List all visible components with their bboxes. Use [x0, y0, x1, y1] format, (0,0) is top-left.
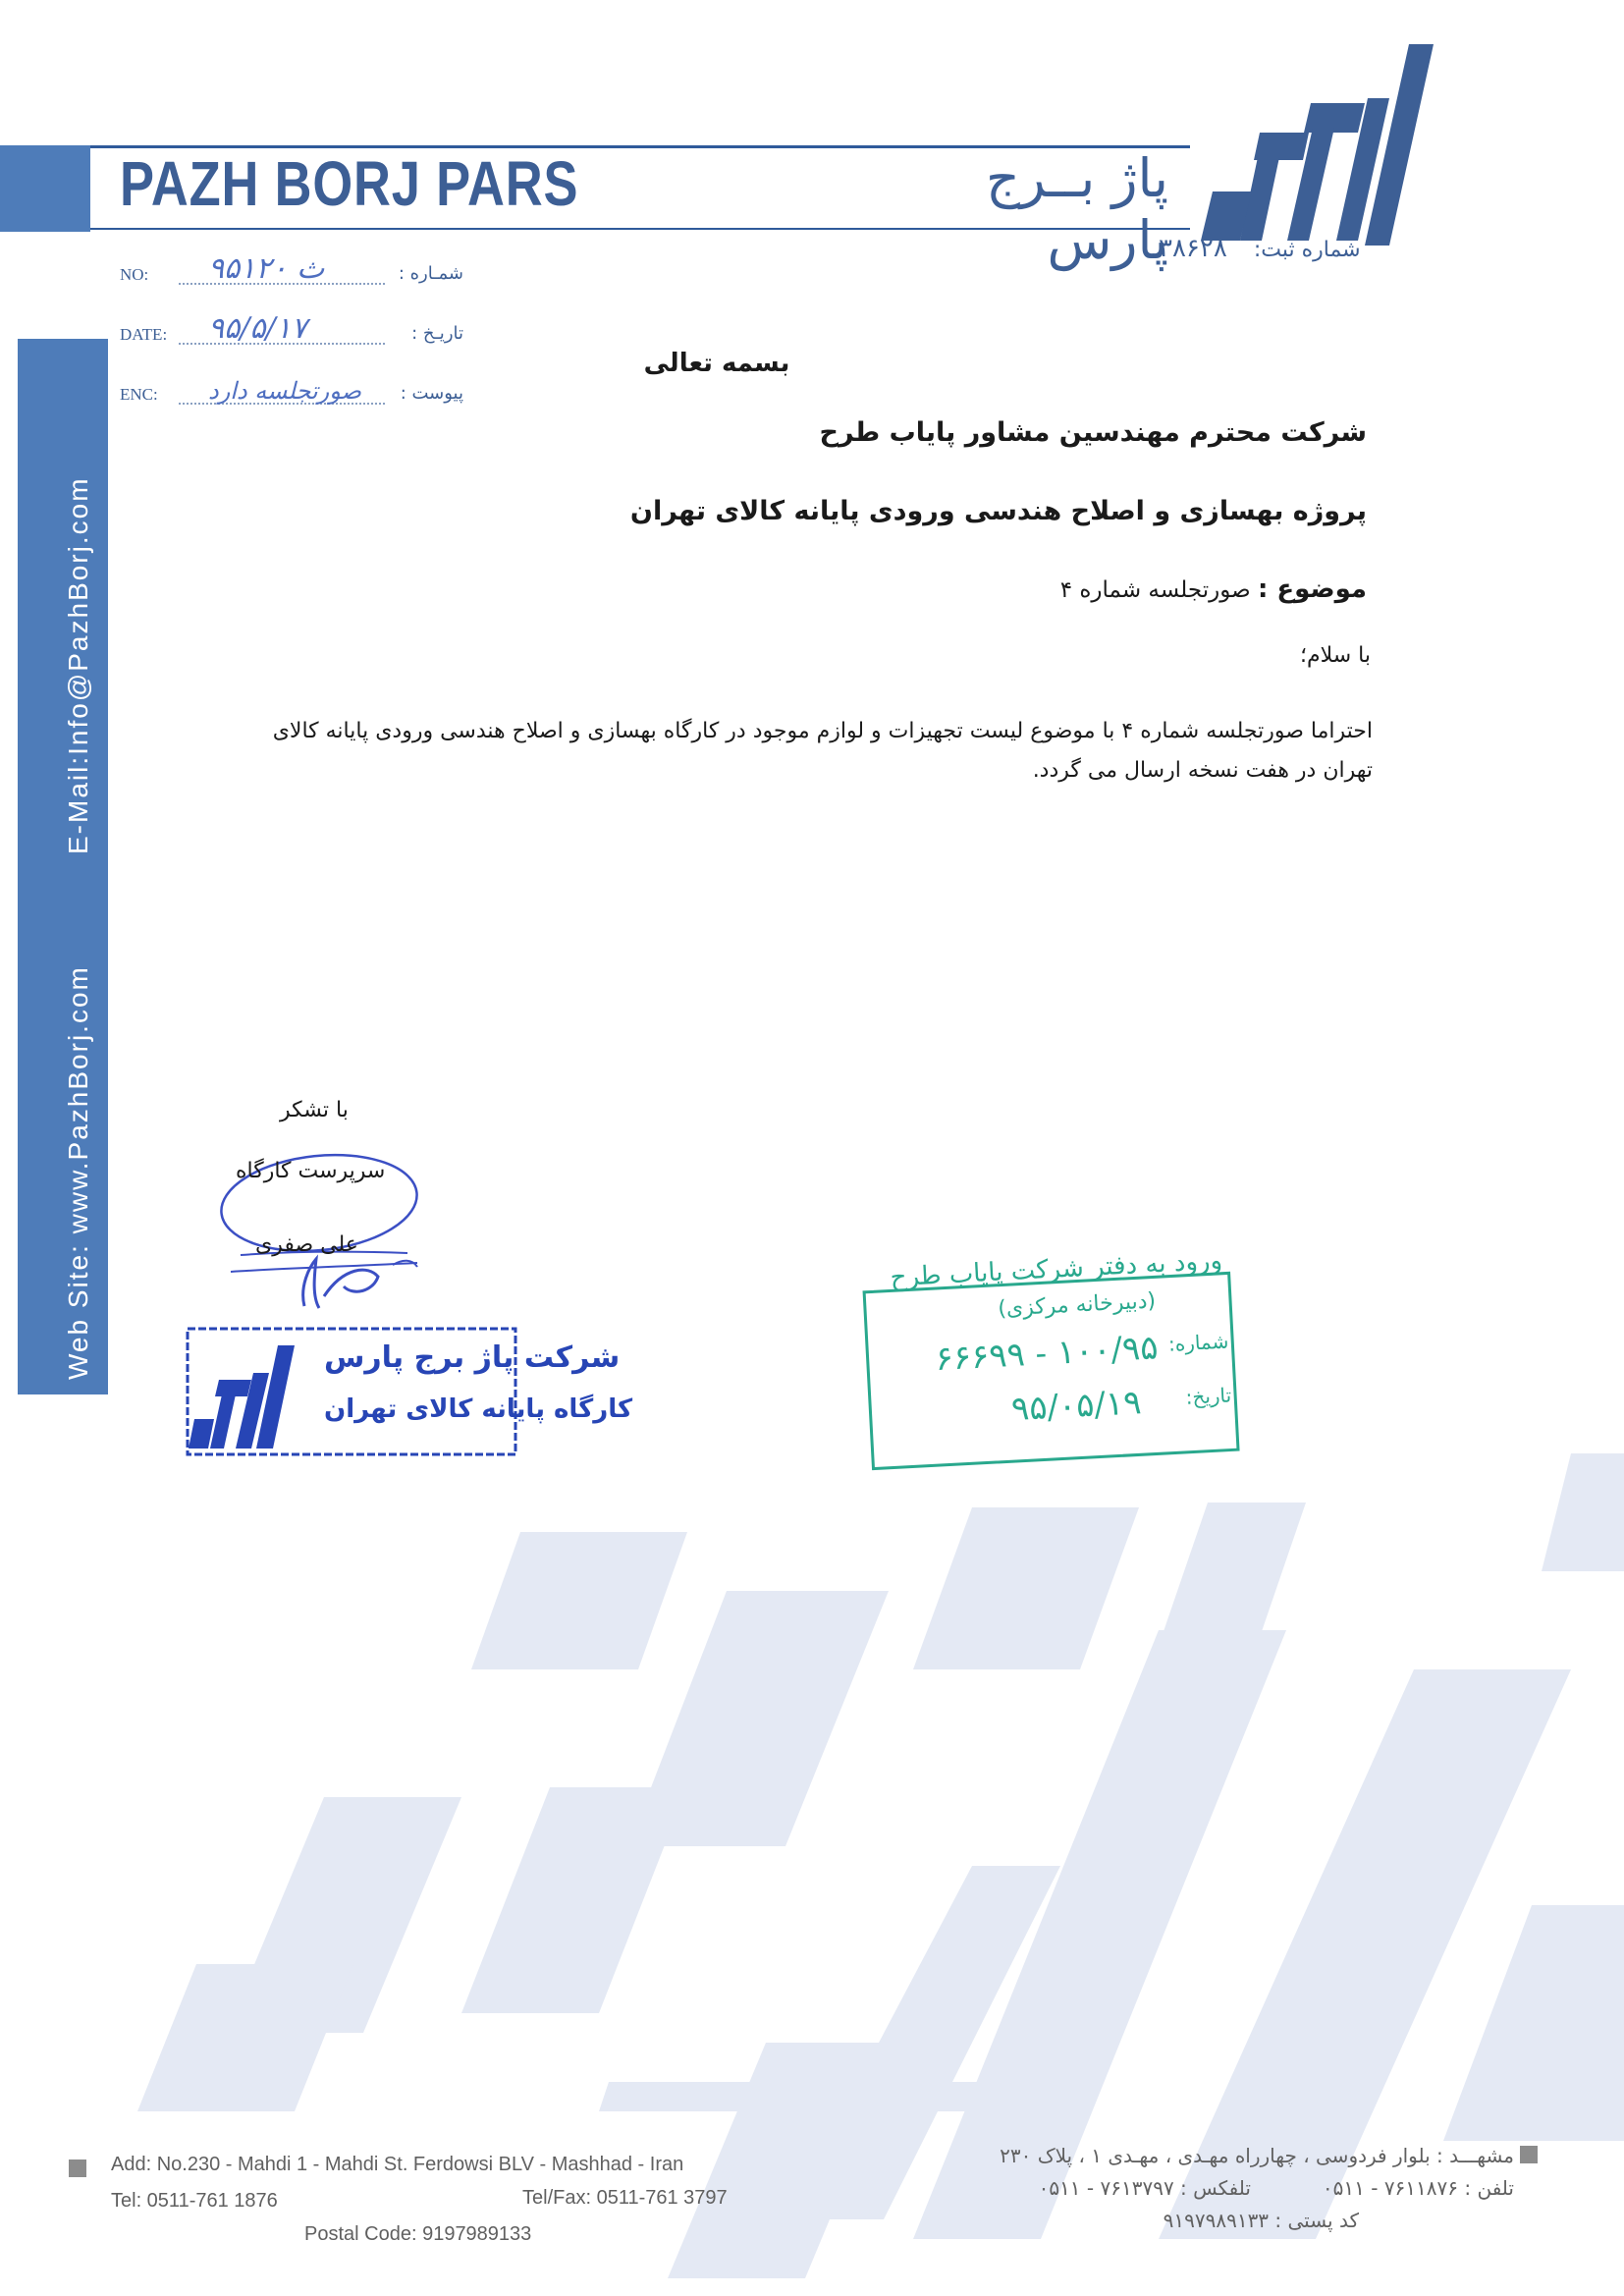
meta-number-label-persian: شمـاره :	[398, 263, 463, 284]
meta-enclosure-row	[120, 377, 463, 416]
meta-number-handwritten: ۹۵ث ۱۲۰	[208, 251, 325, 286]
meta-date-row	[120, 311, 463, 356]
received-stamp-number: ۱۰۰/۹۵ - ۶۶۶۹۹	[934, 1328, 1160, 1380]
subject-label: موضوع :	[1257, 574, 1367, 604]
letter-body: احتراما صورتجلسه شماره ۴ با موضوع لیست تجهیزات و لوازم موجود در کارگاه بهسازی و اصلاح هندسی ورودی پایانه کالای تهران در هفت نسخه ارسال می گردد.	[272, 719, 1373, 783]
letter-subject	[1060, 574, 1367, 604]
meta-date-label-latin: DATE:	[120, 325, 168, 344]
company-name-latin: PAZH BORJ PARS	[120, 148, 579, 219]
footer-postal-en: Postal Code: 9197989133	[304, 2223, 532, 2245]
header-color-block	[0, 145, 90, 232]
closing-title: سرپرست کارگاه	[236, 1159, 386, 1183]
footer-fax-fa: تلفکس : ۷۶۱۳۷۹۷ - ۰۵۱۱	[1038, 2176, 1251, 2200]
letter-heading: بسمه تعالی	[643, 349, 790, 378]
website-text: Web Site: www.PazhBorj.com	[63, 965, 93, 1380]
subject-text: صورتجلسه شماره ۴	[1059, 577, 1251, 603]
meta-enclosure-label-persian: پیوست :	[400, 383, 463, 404]
footer-postal-fa: کد پستی : ۹۱۹۷۹۸۹۱۳۳	[1163, 2209, 1359, 2232]
letter-recipient: شرکت محترم مهندسین مشاور پایاب طرح	[819, 417, 1367, 448]
registration-number	[1159, 234, 1361, 263]
closing-name: علی صفری	[255, 1232, 358, 1257]
registration-label: شماره ثبت:	[1253, 238, 1361, 262]
letter-project: پروژه بهسازی و اصلاح هندسی ورودی پایانه کالای تهران	[629, 496, 1367, 526]
received-stamp-date: ۹۵/۰۵/۱۹	[1010, 1383, 1143, 1430]
meta-enclosure-label-latin: ENC:	[120, 385, 158, 404]
meta-number-row	[120, 251, 463, 297]
registration-value: ۳۸۶۲۸	[1159, 234, 1227, 263]
meta-date-handwritten: ۹۵/۵/۱۷	[208, 311, 307, 346]
company-logo-icon	[1193, 44, 1448, 246]
email-text: E-Mail:Info@PazhBorj.com	[63, 476, 93, 854]
footer-address-fa: مشهـــد : بلوار فردوسی ، چهارراه مهـدی ، مهـدی ۱ ، پلاک ۲۳۰	[1000, 2144, 1514, 2167]
received-stamp-date-label: تاریخ:	[1184, 1383, 1232, 1409]
company-stamp-line2: کارگاه پایانه کالای تهران	[324, 1394, 633, 1424]
meta-number-label-latin: NO:	[120, 265, 149, 284]
meta-date-label-persian: تاریـخ :	[411, 323, 463, 344]
received-stamp-title: ورود به دفتر شرکت پایاب طرح	[889, 1245, 1223, 1293]
received-stamp-number-label: شماره:	[1167, 1329, 1229, 1356]
company-name-persian: پاژ بــرج پارس	[985, 147, 1168, 271]
footer-bullet-left	[69, 2159, 86, 2177]
footer-address-en: Add: No.230 - Mahdi 1 - Mahdi St. Ferdowsi BLV - Mashhad - Iran	[111, 2154, 684, 2175]
footer-tel-en: Tel: 0511-761 1876	[111, 2190, 278, 2212]
company-stamp-line1: شرکت پاژ برج پارس	[324, 1340, 621, 1375]
closing-thanks: با تشکر	[280, 1098, 349, 1122]
footer-telfax-en: Tel/Fax: 0511-761 3797	[522, 2187, 728, 2209]
footer-tel-fa: تلفن : ۷۶۱۱۸۷۶ - ۰۵۱۱	[1322, 2176, 1514, 2200]
received-stamp	[859, 1245, 1243, 1476]
letter-greeting: با سلام؛	[1300, 643, 1371, 668]
meta-enclosure-handwritten: صورتجلسه دارد	[208, 377, 362, 405]
received-stamp-subtitle: (دبیرخانه مرکزی)	[997, 1288, 1157, 1322]
footer-bullet-right	[1520, 2146, 1538, 2163]
